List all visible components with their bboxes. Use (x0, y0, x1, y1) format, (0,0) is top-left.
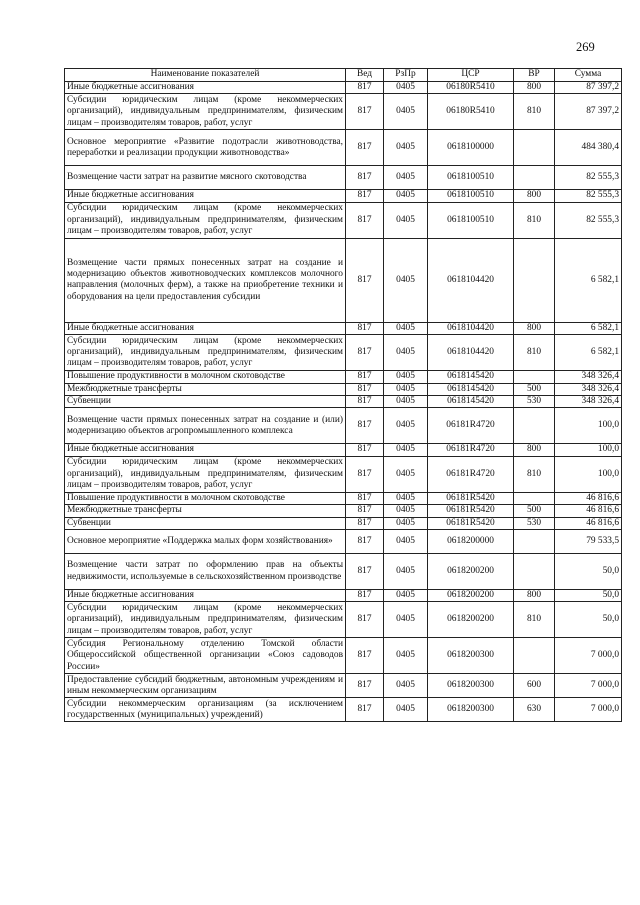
cell-sum: 7 000,0 (555, 674, 622, 698)
cell-csr: 06181R4720 (428, 456, 514, 492)
cell-ved: 817 (346, 590, 384, 602)
cell-ved: 817 (346, 94, 384, 130)
cell-name: Субсидии юридическим лицам (кроме некоммерческих организаций), индивидуальным предпринимателям, физическим лицам – производителям товаров, работ, услуг (65, 202, 346, 238)
table-row (65, 698, 622, 722)
cell-vr (514, 166, 555, 190)
cell-rzpr: 0405 (384, 190, 428, 202)
cell-ved: 817 (346, 638, 384, 674)
cell-sum: 87 397,2 (555, 82, 622, 94)
cell-vr: 500 (514, 505, 555, 517)
cell-sum: 82 555,3 (555, 202, 622, 238)
cell-ved: 817 (346, 238, 384, 322)
cell-sum: 79 533,5 (555, 530, 622, 554)
cell-sum: 348 326,4 (555, 396, 622, 408)
cell-vr: 810 (514, 602, 555, 638)
cell-rzpr: 0405 (384, 202, 428, 238)
cell-rzpr: 0405 (384, 492, 428, 504)
table-row (65, 444, 622, 456)
cell-name: Субсидия Региональному отделению Томской области Общероссийской общественной организации «Союз садоводов России» (65, 638, 346, 674)
cell-sum: 50,0 (555, 590, 622, 602)
cell-ved: 817 (346, 492, 384, 504)
cell-name: Субсидии юридическим лицам (кроме некоммерческих организаций), индивидуальным предпринимателям, физическим лицам – производителям товаров, работ, услуг (65, 602, 346, 638)
cell-vr: 800 (514, 190, 555, 202)
cell-sum: 46 816,6 (555, 517, 622, 529)
table-row (65, 130, 622, 166)
cell-sum: 50,0 (555, 554, 622, 590)
cell-rzpr: 0405 (384, 590, 428, 602)
cell-rzpr: 0405 (384, 94, 428, 130)
table-row (65, 602, 622, 638)
table-row (65, 638, 622, 674)
cell-name: Межбюджетные трансферты (65, 505, 346, 517)
cell-vr: 630 (514, 698, 555, 722)
table-row (65, 166, 622, 190)
cell-sum: 484 380,4 (555, 130, 622, 166)
cell-ved: 817 (346, 554, 384, 590)
cell-vr: 800 (514, 590, 555, 602)
cell-csr: 0618145420 (428, 371, 514, 383)
page-number: 269 (576, 40, 595, 54)
cell-csr: 06180R5410 (428, 94, 514, 130)
cell-ved: 817 (346, 530, 384, 554)
cell-csr: 0618200200 (428, 602, 514, 638)
cell-sum: 46 816,6 (555, 505, 622, 517)
cell-sum: 100,0 (555, 444, 622, 456)
cell-csr: 0618100000 (428, 130, 514, 166)
cell-ved: 817 (346, 130, 384, 166)
cell-vr (514, 408, 555, 444)
cell-name: Основное мероприятие «Поддержка малых форм хозяйствования» (65, 530, 346, 554)
cell-csr: 0618200300 (428, 638, 514, 674)
cell-rzpr: 0405 (384, 698, 428, 722)
cell-name: Повышение продуктивности в молочном скотоводстве (65, 492, 346, 504)
cell-ved: 817 (346, 674, 384, 698)
cell-name: Возмещение части прямых понесенных затрат на создание и модернизацию объектов животноводческих комплексов молочного направления (молочных ферм), а также на приобретение техники и оборудования на цели предоставления субсидии (65, 238, 346, 322)
cell-name: Субсидии юридическим лицам (кроме некоммерческих организаций), индивидуальным предпринимателям, физическим лицам – производителям товаров, работ, услуг (65, 94, 346, 130)
cell-csr: 0618100510 (428, 202, 514, 238)
cell-vr (514, 638, 555, 674)
table-row (65, 94, 622, 130)
cell-ved: 817 (346, 202, 384, 238)
cell-vr: 800 (514, 322, 555, 334)
table-row (65, 530, 622, 554)
cell-sum: 100,0 (555, 408, 622, 444)
cell-csr: 0618145420 (428, 396, 514, 408)
cell-vr (514, 554, 555, 590)
cell-vr: 810 (514, 202, 555, 238)
cell-vr (514, 238, 555, 322)
table-row (65, 517, 622, 529)
header-sum: Сумма (555, 69, 622, 82)
cell-sum: 50,0 (555, 602, 622, 638)
cell-sum: 6 582,1 (555, 238, 622, 322)
table-row (65, 396, 622, 408)
cell-name: Субсидии некоммерческим организациям (за исключением государственных (муниципальных) учреждений) (65, 698, 346, 722)
cell-sum: 100,0 (555, 456, 622, 492)
cell-ved: 817 (346, 517, 384, 529)
table-row (65, 383, 622, 395)
cell-csr: 0618200200 (428, 590, 514, 602)
cell-ved: 817 (346, 444, 384, 456)
table-row (65, 335, 622, 371)
table-header (65, 69, 622, 82)
cell-sum: 87 397,2 (555, 94, 622, 130)
budget-table (64, 68, 622, 722)
cell-rzpr: 0405 (384, 517, 428, 529)
cell-name: Межбюджетные трансферты (65, 383, 346, 395)
cell-ved: 817 (346, 82, 384, 94)
cell-rzpr: 0405 (384, 322, 428, 334)
cell-rzpr: 0405 (384, 130, 428, 166)
cell-ved: 817 (346, 322, 384, 334)
cell-name: Предоставление субсидий бюджетным, автономным учреждениям и иным некоммерческим организациям (65, 674, 346, 698)
cell-csr: 0618200300 (428, 674, 514, 698)
cell-ved: 817 (346, 190, 384, 202)
table-row (65, 190, 622, 202)
cell-vr: 810 (514, 456, 555, 492)
cell-name: Основное мероприятие «Развитие подотрасли животноводства, переработки и реализации продукции животноводства» (65, 130, 346, 166)
cell-csr: 0618200200 (428, 554, 514, 590)
cell-name: Повышение продуктивности в молочном скотоводстве (65, 371, 346, 383)
cell-sum: 6 582,1 (555, 322, 622, 334)
header-name: Наименование показателей (65, 69, 346, 82)
cell-ved: 817 (346, 383, 384, 395)
cell-name: Возмещение части затрат на развитие мясного скотоводства (65, 166, 346, 190)
cell-rzpr: 0405 (384, 408, 428, 444)
cell-vr: 600 (514, 674, 555, 698)
header-rzpr: РзПр (384, 69, 428, 82)
cell-csr: 0618100510 (428, 190, 514, 202)
cell-sum: 46 816,6 (555, 492, 622, 504)
table-row (65, 554, 622, 590)
cell-csr: 06181R5420 (428, 517, 514, 529)
cell-csr: 0618200000 (428, 530, 514, 554)
cell-csr: 0618104420 (428, 238, 514, 322)
table-row (65, 408, 622, 444)
cell-vr: 530 (514, 517, 555, 529)
cell-rzpr: 0405 (384, 396, 428, 408)
cell-rzpr: 0405 (384, 530, 428, 554)
cell-rzpr: 0405 (384, 238, 428, 322)
cell-rzpr: 0405 (384, 554, 428, 590)
cell-name: Иные бюджетные ассигнования (65, 444, 346, 456)
cell-name: Возмещение части затрат по оформлению прав на объекты недвижимости, используемые в сельскохозяйственном производстве (65, 554, 346, 590)
cell-rzpr: 0405 (384, 602, 428, 638)
table-row (65, 674, 622, 698)
cell-ved: 817 (346, 371, 384, 383)
cell-sum: 7 000,0 (555, 638, 622, 674)
cell-csr: 0618104420 (428, 335, 514, 371)
cell-name: Субвенции (65, 396, 346, 408)
cell-name: Возмещение части прямых понесенных затрат на создание и (или) модернизацию объектов агропромышленного комплекса (65, 408, 346, 444)
cell-ved: 817 (346, 166, 384, 190)
cell-csr: 0618100510 (428, 166, 514, 190)
cell-name: Субсидии юридическим лицам (кроме некоммерческих организаций), индивидуальным предпринимателям, физическим лицам – производителям товаров, работ, услуг (65, 335, 346, 371)
cell-rzpr: 0405 (384, 371, 428, 383)
table-row (65, 456, 622, 492)
cell-vr: 810 (514, 335, 555, 371)
cell-sum: 82 555,3 (555, 166, 622, 190)
cell-vr: 800 (514, 82, 555, 94)
cell-ved: 817 (346, 335, 384, 371)
cell-vr (514, 530, 555, 554)
cell-ved: 817 (346, 408, 384, 444)
cell-name: Иные бюджетные ассигнования (65, 190, 346, 202)
cell-name: Иные бюджетные ассигнования (65, 322, 346, 334)
cell-vr: 800 (514, 444, 555, 456)
cell-csr: 06181R5420 (428, 492, 514, 504)
cell-sum: 348 326,4 (555, 371, 622, 383)
table-body (65, 82, 622, 722)
cell-rzpr: 0405 (384, 674, 428, 698)
cell-ved: 817 (346, 505, 384, 517)
cell-vr (514, 130, 555, 166)
cell-vr: 810 (514, 94, 555, 130)
cell-csr: 06181R5420 (428, 505, 514, 517)
cell-name: Иные бюджетные ассигнования (65, 82, 346, 94)
cell-rzpr: 0405 (384, 505, 428, 517)
cell-ved: 817 (346, 698, 384, 722)
cell-rzpr: 0405 (384, 82, 428, 94)
table-row (65, 322, 622, 334)
cell-name: Субсидии юридическим лицам (кроме некоммерческих организаций), индивидуальным предпринимателям, физическим лицам – производителям товаров, работ, услуг (65, 456, 346, 492)
header-vr: ВР (514, 69, 555, 82)
cell-csr: 0618200300 (428, 698, 514, 722)
header-csr: ЦСР (428, 69, 514, 82)
cell-csr: 0618104420 (428, 322, 514, 334)
header-ved: Вед (346, 69, 384, 82)
cell-rzpr: 0405 (384, 335, 428, 371)
cell-sum: 7 000,0 (555, 698, 622, 722)
cell-rzpr: 0405 (384, 456, 428, 492)
cell-ved: 817 (346, 602, 384, 638)
table-row (65, 590, 622, 602)
table-row (65, 492, 622, 504)
cell-rzpr: 0405 (384, 383, 428, 395)
table-row (65, 371, 622, 383)
cell-csr: 06181R4720 (428, 444, 514, 456)
cell-ved: 817 (346, 456, 384, 492)
cell-vr: 530 (514, 396, 555, 408)
cell-name: Субвенции (65, 517, 346, 529)
cell-sum: 348 326,4 (555, 383, 622, 395)
cell-csr: 06181R4720 (428, 408, 514, 444)
table-row (65, 238, 622, 322)
table-row (65, 505, 622, 517)
table-row (65, 82, 622, 94)
cell-vr (514, 371, 555, 383)
header-row (65, 69, 622, 82)
cell-name: Иные бюджетные ассигнования (65, 590, 346, 602)
cell-rzpr: 0405 (384, 444, 428, 456)
cell-rzpr: 0405 (384, 638, 428, 674)
cell-sum: 6 582,1 (555, 335, 622, 371)
cell-csr: 0618145420 (428, 383, 514, 395)
cell-sum: 82 555,3 (555, 190, 622, 202)
cell-csr: 06180R5410 (428, 82, 514, 94)
cell-rzpr: 0405 (384, 166, 428, 190)
table-row (65, 202, 622, 238)
cell-ved: 817 (346, 396, 384, 408)
cell-vr: 500 (514, 383, 555, 395)
cell-vr (514, 492, 555, 504)
